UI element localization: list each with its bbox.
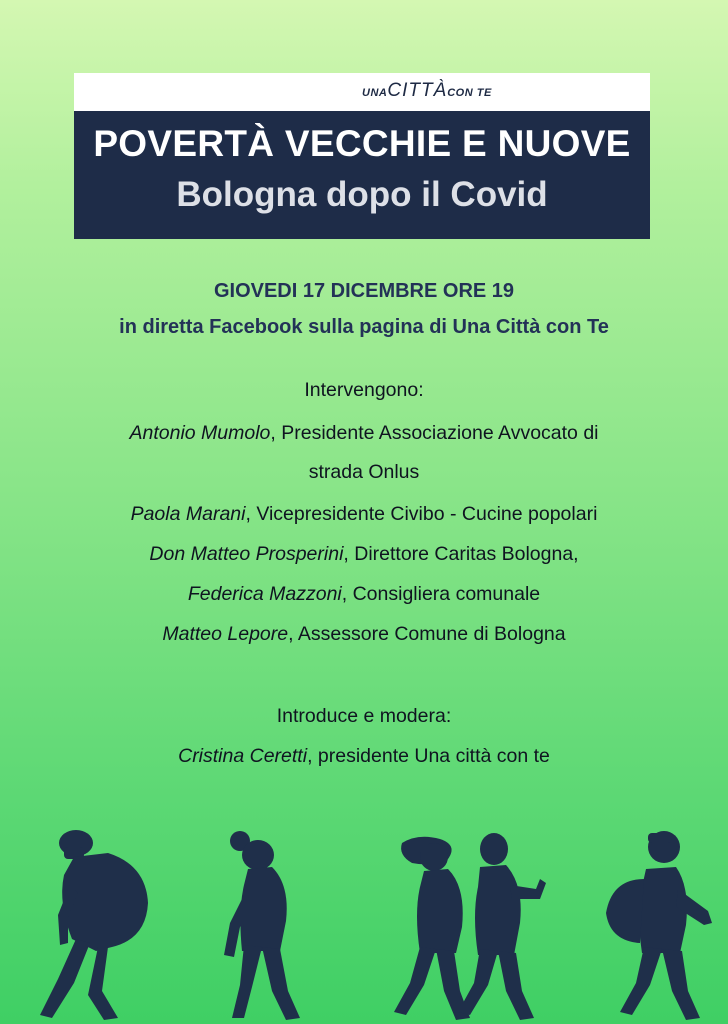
speaker-name: Matteo Lepore	[162, 623, 289, 645]
speaker-name: Federica Mazzoni	[187, 583, 342, 605]
woman-with-hair-figure	[394, 837, 470, 1020]
moderator-name: Cristina Ceretti	[178, 745, 308, 767]
event-date: GIOVEDI 17 DICEMBRE ORE 19	[213, 280, 515, 302]
speaker-line	[0, 422, 728, 445]
moderator-heading: Introduce e modera:	[276, 705, 452, 727]
speaker-line	[0, 543, 728, 566]
walking-people-illustration	[0, 815, 728, 1024]
speaker-name: Antonio Mumolo	[129, 422, 271, 444]
woman-figure	[224, 831, 300, 1020]
speaker-role: , Assessore Comune di Bologna	[288, 623, 566, 645]
speaker-name: Don Matteo Prosperini	[149, 543, 344, 565]
speaker-line	[0, 623, 728, 646]
man-figure	[458, 833, 546, 1020]
speaker-line-continuation: strada Onlus	[308, 461, 420, 483]
speaker-line	[0, 583, 728, 606]
speaker-name: Paola Marani	[130, 503, 246, 525]
speaker-role: , Presidente Associazione Avvocato di	[270, 422, 599, 444]
page-title: POVERTÀ VECCHIE E NUOVE	[93, 123, 631, 164]
moderator-role: , presidente Una città con te	[307, 745, 550, 767]
speaker-role: , Direttore Caritas Bologna,	[343, 543, 579, 565]
moderator-line	[0, 745, 728, 768]
speaker-line	[0, 503, 728, 526]
logo-banner	[74, 73, 650, 111]
speaker-role: , Vicepresidente Civibo - Cucine popolari	[245, 503, 598, 525]
una-citta-con-te-logo: UNACITTÀCON TE	[362, 80, 492, 101]
event-venue: in diretta Facebook sulla pagina di Una Città con Te	[119, 316, 609, 338]
person-with-sack-figure	[40, 830, 148, 1020]
person-with-backpack-figure	[606, 831, 712, 1020]
speaker-role: , Consigliera comunale	[341, 583, 541, 605]
speakers-heading: Intervengono:	[304, 379, 424, 401]
title-banner	[74, 111, 650, 239]
page-subtitle: Bologna dopo il Covid	[176, 175, 548, 214]
